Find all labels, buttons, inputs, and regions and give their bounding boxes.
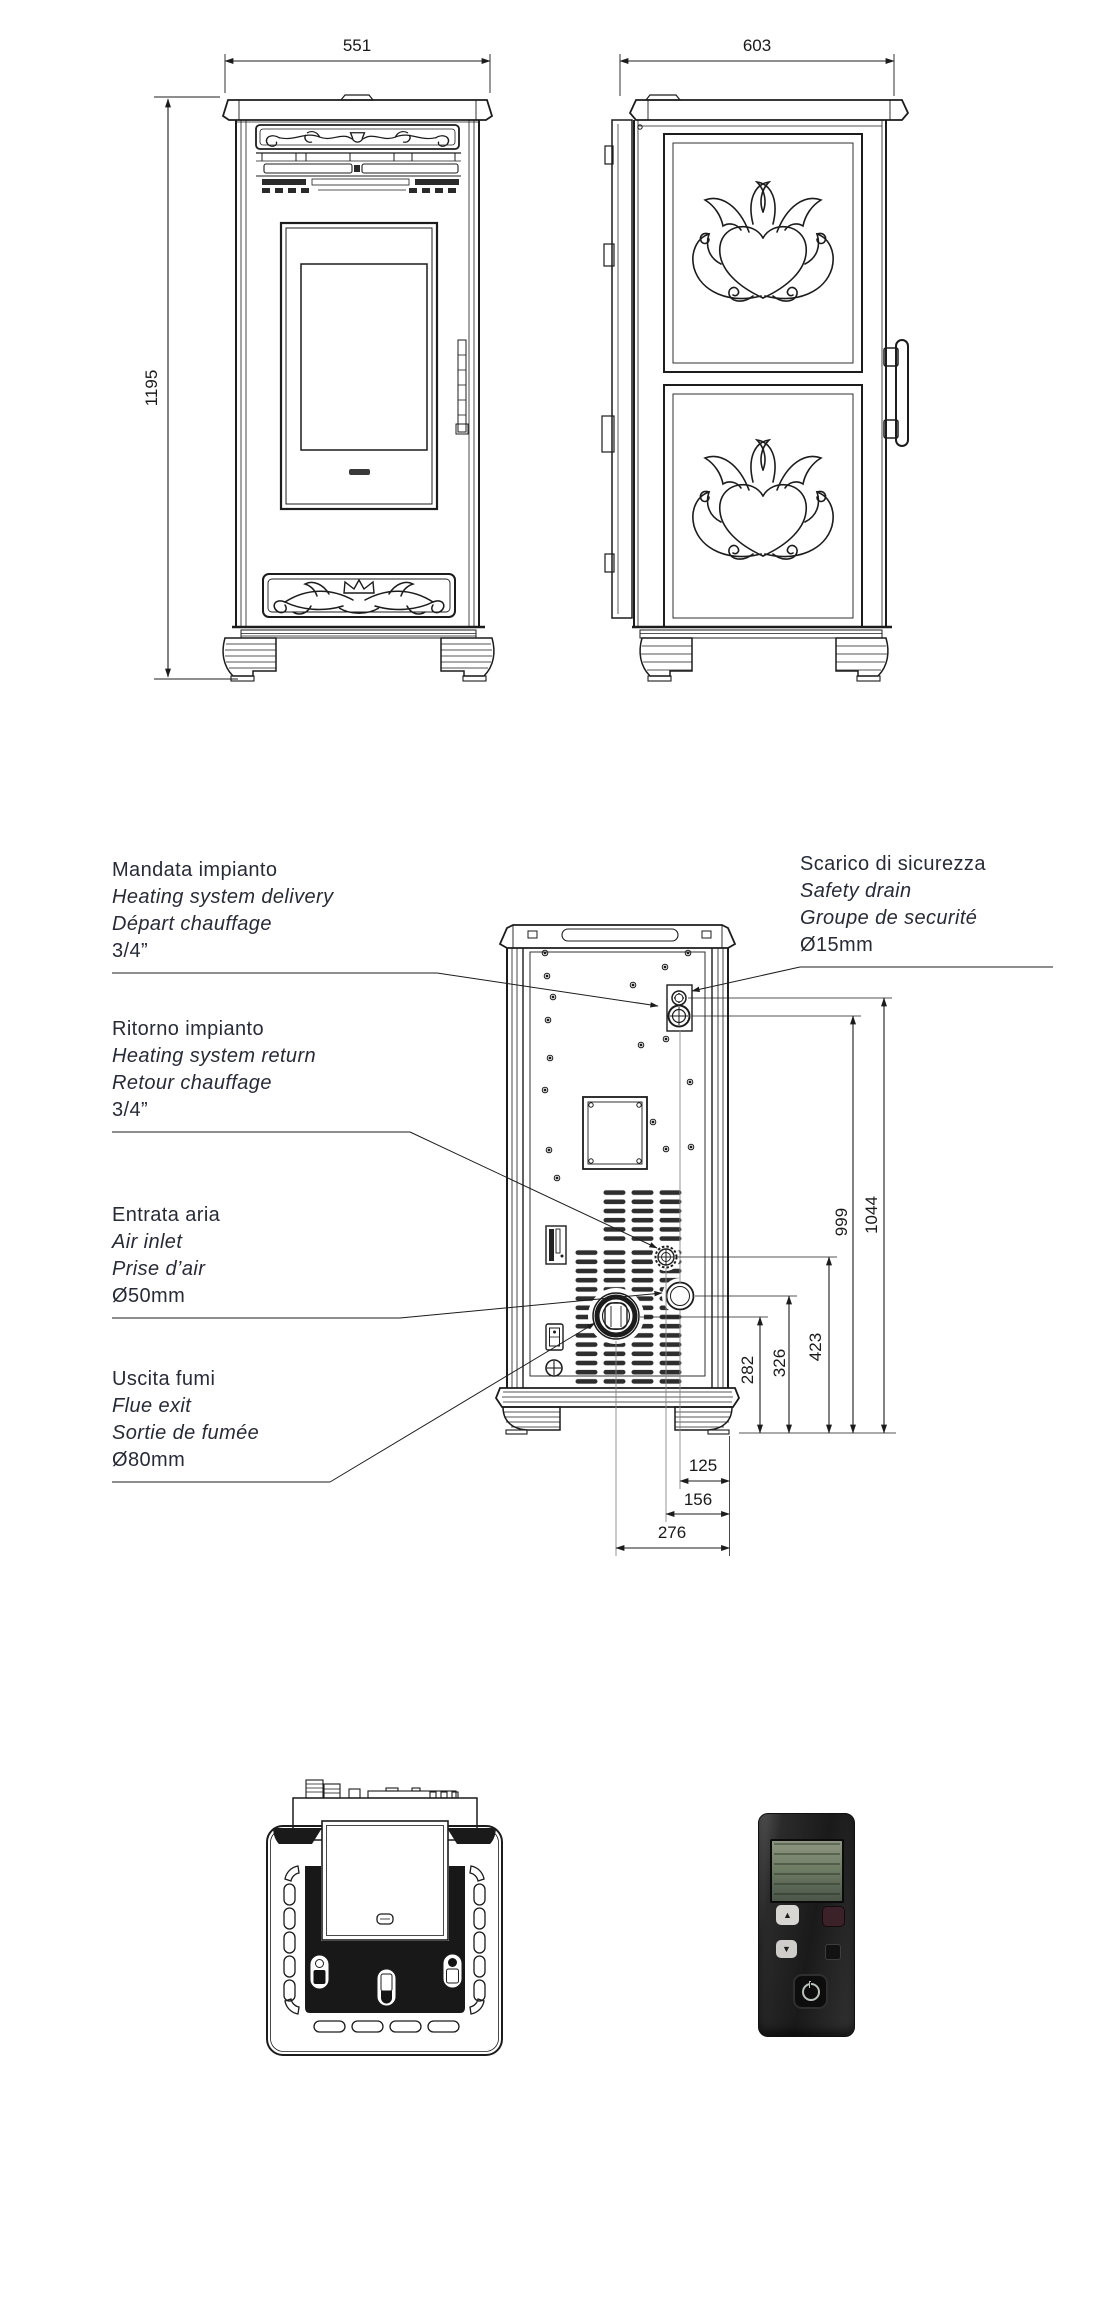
label-flue-exit-en: Flue exit — [112, 1395, 192, 1417]
side-upper-panel — [664, 134, 862, 372]
remote-down-button — [776, 1940, 797, 1958]
dim-return-offset: 156 — [683, 1490, 713, 1509]
label-air-inlet-en: Air inlet — [112, 1231, 183, 1253]
dim-side-depth: 603 — [742, 36, 772, 55]
label-safety-drain — [800, 851, 986, 959]
front-bottom-ornament-panel — [263, 574, 455, 617]
remote-mode-button — [822, 1906, 845, 1927]
label-heating-delivery-it: Mandata impianto — [112, 859, 278, 881]
label-safety-drain-fr: Groupe de securité — [800, 907, 978, 929]
side-view-drawing — [602, 54, 908, 681]
remote-lcd-lines — [774, 1843, 840, 1899]
rear-screw-cap — [546, 1360, 562, 1376]
label-safety-drain-it: Scarico di sicurezza — [800, 853, 986, 875]
label-heating-delivery-en: Heating system delivery — [112, 886, 334, 908]
dim-safety-height: 1044 — [862, 1196, 881, 1234]
side-door-handle — [884, 340, 908, 446]
side-lower-panel — [664, 385, 862, 627]
label-heating-return-it: Ritorno impianto — [112, 1018, 265, 1040]
rear-access-panel — [583, 1097, 647, 1169]
remote-set-button — [825, 1944, 841, 1960]
top-view-drawing — [267, 1780, 502, 2055]
brand-logo — [349, 469, 370, 475]
dim-delivery-height: 999 — [832, 1207, 851, 1237]
front-view-drawing — [154, 54, 494, 681]
label-heating-return-en: Heating system return — [112, 1045, 317, 1067]
heating-delivery-fitting — [669, 1006, 690, 1027]
side-base-feet — [632, 627, 892, 681]
power-icon — [802, 1983, 820, 2001]
dim-air-inlet-offset: 125 — [688, 1456, 718, 1475]
remote-control — [758, 1813, 855, 2037]
remote-power-button — [793, 1974, 828, 2009]
down-arrow-icon: ▼ — [782, 1944, 791, 1954]
power-switch — [546, 1324, 563, 1350]
label-air-inlet-it: Entrata aria — [112, 1204, 221, 1226]
remote-lcd-screen — [770, 1839, 844, 1903]
label-heating-return — [112, 1016, 316, 1124]
label-air-inlet — [112, 1202, 220, 1310]
label-flue-exit-it: Uscita fumi — [112, 1368, 216, 1390]
label-flue-exit-fr: Sortie de fumée — [112, 1422, 260, 1444]
front-door-hinge — [456, 340, 468, 434]
label-safety-drain-size: Ø15mm — [800, 934, 874, 956]
label-heating-return-size: 3/4” — [112, 1099, 149, 1121]
front-door — [281, 223, 437, 509]
label-flue-exit-size: Ø80mm — [112, 1449, 186, 1471]
rear-view-drawing — [496, 925, 739, 1434]
side-rear-strip — [602, 120, 642, 618]
label-heating-return-fr: Retour chauffage — [112, 1072, 272, 1094]
label-heating-delivery-size: 3/4” — [112, 940, 149, 962]
rear-vent-grid-upper — [602, 1188, 684, 1241]
label-safety-drain-en: Safety drain — [800, 880, 912, 902]
label-heating-delivery-fr: Départ chauffage — [112, 913, 272, 935]
dim-return-height: 423 — [806, 1332, 825, 1362]
dim-front-width: 551 — [342, 36, 372, 55]
label-flue-exit — [112, 1366, 259, 1474]
dim-flue-height: 282 — [738, 1355, 757, 1385]
up-arrow-icon: ▲ — [783, 1910, 792, 1920]
front-base-feet — [223, 627, 494, 681]
label-heating-delivery — [112, 857, 334, 965]
remote-up-button — [776, 1905, 799, 1925]
dim-flue-offset: 276 — [657, 1523, 687, 1542]
rear-base-feet — [496, 1388, 739, 1434]
label-air-inlet-fr: Prise d’air — [112, 1258, 206, 1280]
dim-front-height: 1195 — [142, 369, 161, 407]
hopper-lid — [322, 1821, 448, 1940]
label-air-inlet-size: Ø50mm — [112, 1285, 186, 1307]
dim-air-inlet-height: 326 — [770, 1348, 789, 1378]
front-top-ornament-panel — [256, 125, 459, 149]
rear-rating-label — [546, 1226, 566, 1264]
top-rear-fittings — [306, 1780, 458, 1798]
front-grille — [256, 153, 461, 193]
